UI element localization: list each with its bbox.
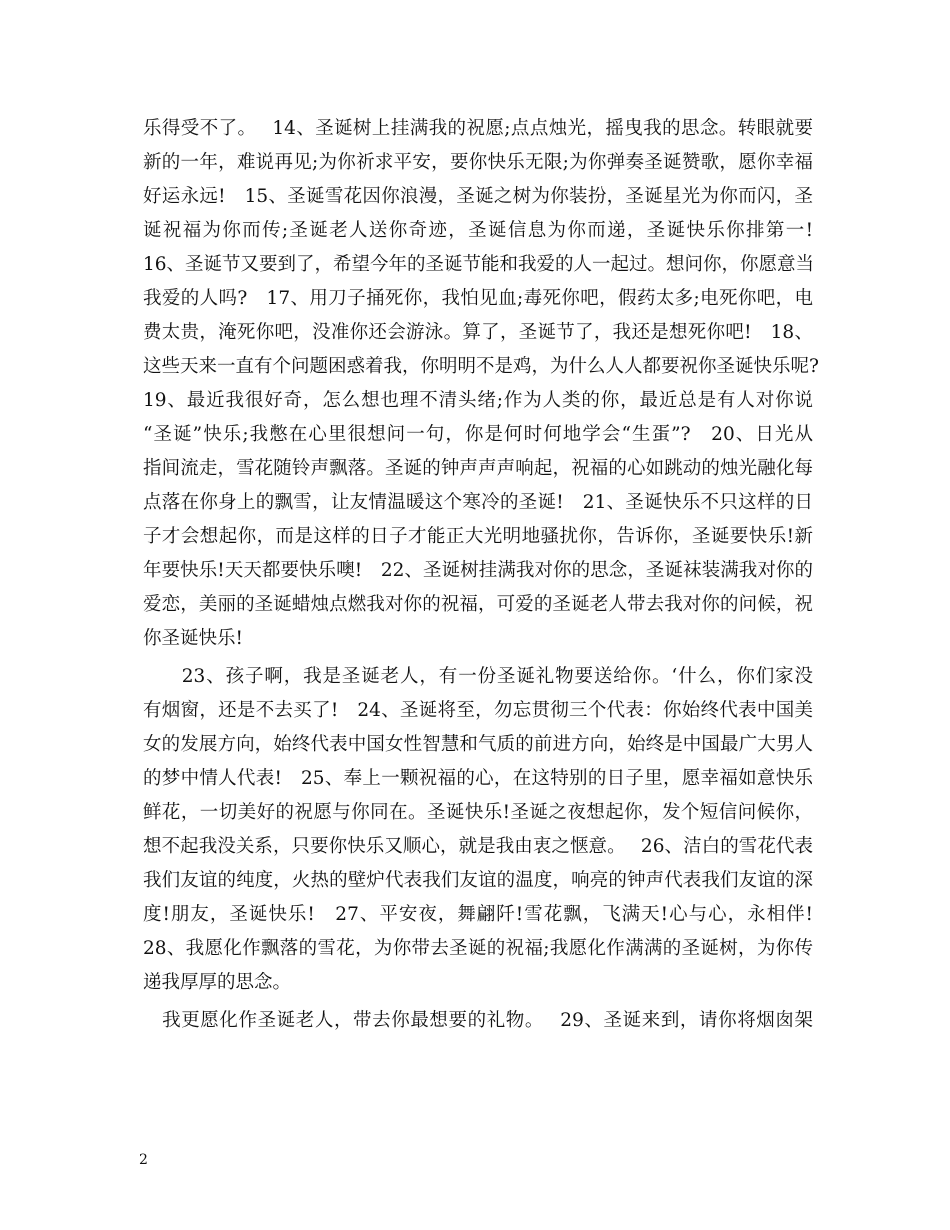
text-line: 这些天来一直有个问题困惑着我，你明明不是鸡，为什么人人都要祝你圣诞快乐呢?	[143, 356, 819, 377]
text-line: 28、我愿化作飘落的雪花，为你带去圣诞的祝福;我愿化作满满的圣诞树，为你传	[143, 938, 813, 959]
text-line: 爱恋，美丽的圣诞蜡烛点燃我对你的祝福，可爱的圣诞老人带去我对你的问候，祝	[143, 594, 813, 615]
text-line: 有烟窗，还是不去买了! 24、圣诞将至，勿忘贯彻三个代表：你始终代表中国美	[143, 700, 813, 721]
text-line: 年要快乐!天天都要快乐噢! 22、圣诞树挂满我对你的思念，圣诞袜装满我对你的	[143, 560, 813, 581]
text-line: 诞祝福为你而传;圣诞老人送你奇迹，圣诞信息为你而递，圣诞快乐你排第一!	[143, 220, 813, 241]
text-line: 鲜花，一切美好的祝愿与你同在。圣诞快乐!圣诞之夜想起你，发个短信问候你，	[143, 802, 814, 823]
text-line: 我爱的人吗? 17、用刀子捅死你，我怕见血;毒死你吧，假药太多;电死你吧，电	[143, 288, 813, 309]
text-line: 23、孩子啊，我是圣诞老人，有一份圣诞礼物要送给你。‘什么，你们家没	[143, 666, 813, 687]
text-line: 子才会想起你，而是这样的日子才能正大光明地骚扰你，告诉你，圣诞要快乐!新	[143, 526, 813, 547]
text-line: 我更愿化作圣诞老人，带去你最想要的礼物。 29、圣诞来到，请你将烟囱架	[143, 1010, 813, 1031]
text-line: 乐得受不了。 14、圣诞树上挂满我的祝愿;点点烛光，摇曳我的思念。转眼就要	[143, 118, 813, 139]
page-number: 2	[139, 1152, 148, 1168]
text-line: 女的发展方向，始终代表中国女性智慧和气质的前进方向，始终是中国最广大男人	[143, 734, 813, 755]
text-line: 你圣诞快乐!	[143, 628, 243, 649]
text-line: 好运永远! 15、圣诞雪花因你浪漫，圣诞之树为你装扮，圣诞星光为你而闪，圣	[143, 186, 813, 207]
text-line: 我们友谊的纯度，火热的壁炉代表我们友谊的温度，响亮的钟声代表我们友谊的深	[143, 870, 813, 891]
text-line: “圣诞”快乐;我憋在心里很想问一句，你是何时何地学会“生蛋”? 20、日光从	[143, 424, 813, 445]
text-line: 递我厚厚的思念。	[143, 972, 292, 993]
text-line: 新的一年，难说再见;为你祈求平安，要你快乐无限;为你弹奏圣诞赞歌，愿你幸福	[143, 152, 813, 173]
text-line: 的梦中情人代表! 25、奉上一颗祝福的心，在这特别的日子里，愿幸福如意快乐	[143, 768, 813, 789]
text-line: 指间流走，雪花随铃声飘落。圣诞的钟声声声响起，祝福的心如跳动的烛光融化每	[143, 458, 813, 479]
text-line: 19、最近我很好奇，怎么想也理不清头绪;作为人类的你，最近总是有人对你说	[143, 390, 813, 411]
text-line: 点落在你身上的飘雪，让友情温暖这个寒冷的圣诞! 21、圣诞快乐不只这样的日	[143, 492, 813, 513]
text-line: 16、圣诞节又要到了，希望今年的圣诞节能和我爱的人一起过。想问你，你愿意当	[143, 254, 815, 275]
text-line: 费太贵，淹死你吧，没准你还会游泳。算了，圣诞节了，我还是想死你吧! 18、	[143, 322, 813, 343]
text-line: 想不起我没关系，只要你快乐又顺心，就是我由衷之惬意。 26、洁白的雪花代表	[143, 836, 813, 857]
text-line: 度!朋友，圣诞快乐! 27、平安夜，舞翩阡!雪花飘，飞满天!心与心，永相伴!	[143, 904, 813, 925]
